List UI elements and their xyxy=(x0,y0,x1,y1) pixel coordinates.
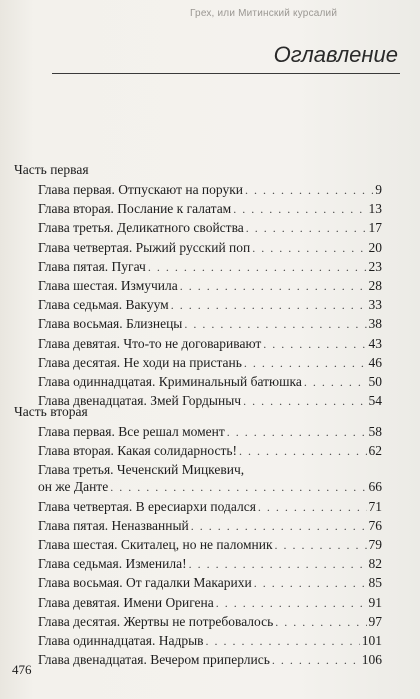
chapter-entry xyxy=(38,259,382,278)
chapter-page: 76 xyxy=(368,517,382,533)
chapter-entry xyxy=(38,182,382,201)
chapter-title: Глава одиннадцатая. Криминальный батюшка xyxy=(38,373,302,389)
part-heading: Часть вторая xyxy=(14,404,88,419)
chapter-page: 13 xyxy=(368,201,382,217)
chapter-title: Глава седьмая. Вакуум xyxy=(38,297,169,313)
chapter-title: Глава восьмая. От гадалки Макарихи xyxy=(38,575,252,591)
chapter-entry xyxy=(38,336,382,355)
chapter-entry xyxy=(38,443,382,462)
chapter-entry xyxy=(38,595,382,614)
dot-leader xyxy=(252,241,366,256)
chapter-title: Глава вторая. Какая солидарность! xyxy=(38,443,238,459)
dot-leader xyxy=(171,298,367,313)
chapter-entry xyxy=(38,462,382,498)
chapter-title: Глава шестая. Измучила xyxy=(38,277,178,293)
dot-leader xyxy=(110,480,366,495)
chapter-title: Глава третья. Деликатного свойства xyxy=(38,220,244,236)
chapter-list-part1 xyxy=(38,182,382,412)
chapter-page: 23 xyxy=(368,258,382,274)
dot-leader xyxy=(216,596,367,611)
chapter-title: Глава девятая. Имени Оригена xyxy=(38,594,214,610)
chapter-entry xyxy=(38,633,382,652)
chapter-title-continued: он же Данте xyxy=(38,479,109,495)
chapter-page: 28 xyxy=(368,277,382,293)
dot-leader xyxy=(244,356,367,371)
dot-leader xyxy=(246,221,367,236)
chapter-page: 91 xyxy=(368,594,382,610)
chapter-title: Глава одиннадцатая. Надрыв xyxy=(38,632,204,648)
dot-leader xyxy=(263,337,366,352)
dot-leader xyxy=(239,444,366,459)
dot-leader xyxy=(189,557,367,572)
chapter-page: 50 xyxy=(368,373,382,389)
chapter-page: 82 xyxy=(368,556,382,572)
chapter-page: 101 xyxy=(361,632,382,648)
chapter-entry xyxy=(38,499,382,518)
chapter-title: Глава десятая. Жертвы не потребовалось xyxy=(38,613,274,629)
chapter-page: 38 xyxy=(368,316,382,332)
chapter-title: Глава седьмая. Изменила! xyxy=(38,556,187,572)
chapter-title: Глава шестая. Скиталец, но не паломник xyxy=(38,536,273,552)
dot-leader xyxy=(275,615,366,630)
chapter-entry xyxy=(38,220,382,239)
chapter-page: 71 xyxy=(368,498,382,514)
dot-leader xyxy=(184,317,366,332)
dot-leader xyxy=(191,519,367,534)
chapter-page: 58 xyxy=(368,424,382,439)
chapter-page: 17 xyxy=(368,220,382,236)
dot-leader xyxy=(272,653,360,668)
chapter-entry xyxy=(38,614,382,633)
dot-leader xyxy=(245,183,373,198)
chapter-page: 66 xyxy=(368,479,382,495)
page-number: 476 xyxy=(12,662,32,677)
part-heading: Часть первая xyxy=(14,162,89,177)
title-rule xyxy=(52,73,400,74)
chapter-title: Глава первая. Все решал момент xyxy=(38,424,225,439)
chapter-entry xyxy=(38,556,382,575)
chapter-entry xyxy=(38,355,382,374)
chapter-page: 85 xyxy=(368,575,382,591)
chapter-title: Глава девятая. Что-то не договаривают xyxy=(38,335,262,351)
chapter-title-line2-wrap xyxy=(38,479,382,498)
chapter-entry xyxy=(38,240,382,259)
dot-leader xyxy=(258,500,367,515)
chapter-title: Глава пятая. Неназванный xyxy=(38,517,189,533)
running-head: Грех, или Митинский курсалий xyxy=(190,8,338,19)
chapter-title: Глава десятая. Не ходи на пристань xyxy=(38,354,242,370)
chapter-title: Глава четвертая. В ересиархи подался xyxy=(38,498,256,514)
chapter-page: 62 xyxy=(368,443,382,459)
chapter-entry xyxy=(38,575,382,594)
dot-leader xyxy=(180,279,367,294)
dot-leader xyxy=(243,394,366,409)
chapter-title: Глава двенадцатая. Змей Гордыныч xyxy=(38,393,242,409)
chapter-entry xyxy=(38,518,382,537)
chapter-entry xyxy=(38,652,382,671)
chapter-page: 54 xyxy=(368,393,382,409)
dot-leader xyxy=(206,634,360,649)
chapter-title: Глава четвертая. Рыжий русский поп xyxy=(38,239,251,255)
chapter-page: 97 xyxy=(368,613,382,629)
chapter-entry xyxy=(38,393,382,412)
chapter-page: 43 xyxy=(368,335,382,351)
toc-title: Оглавление xyxy=(273,42,398,67)
chapter-title: Глава вторая. Послание к галатам xyxy=(38,201,232,217)
chapter-page: 79 xyxy=(368,536,382,552)
chapter-title: Глава первая. Отпускают на поруки xyxy=(38,182,244,197)
chapter-page: 33 xyxy=(368,297,382,313)
chapter-title: Глава третья. Чеченский Мицкевич, xyxy=(38,462,245,478)
chapter-page: 20 xyxy=(368,239,382,255)
dot-leader xyxy=(233,202,366,217)
chapter-entry xyxy=(38,297,382,316)
chapter-entry xyxy=(38,316,382,335)
dot-leader xyxy=(227,425,367,440)
chapter-page: 106 xyxy=(361,652,382,668)
chapter-entry xyxy=(38,424,382,443)
chapter-entry xyxy=(38,278,382,297)
dot-leader xyxy=(254,576,367,591)
chapter-title: Глава пятая. Пугач xyxy=(38,258,146,274)
chapter-entry xyxy=(38,201,382,220)
chapter-title: Глава двенадцатая. Вечером приперлись xyxy=(38,652,270,668)
chapter-title: Глава восьмая. Близнецы xyxy=(38,316,183,332)
dot-leader xyxy=(304,375,367,390)
dot-leader xyxy=(148,260,367,275)
chapter-page: 46 xyxy=(368,354,382,370)
dot-leader xyxy=(275,538,367,553)
chapter-entry xyxy=(38,374,382,393)
chapter-list-part2 xyxy=(38,424,382,671)
chapter-entry xyxy=(38,537,382,556)
chapter-page: 9 xyxy=(375,182,382,197)
